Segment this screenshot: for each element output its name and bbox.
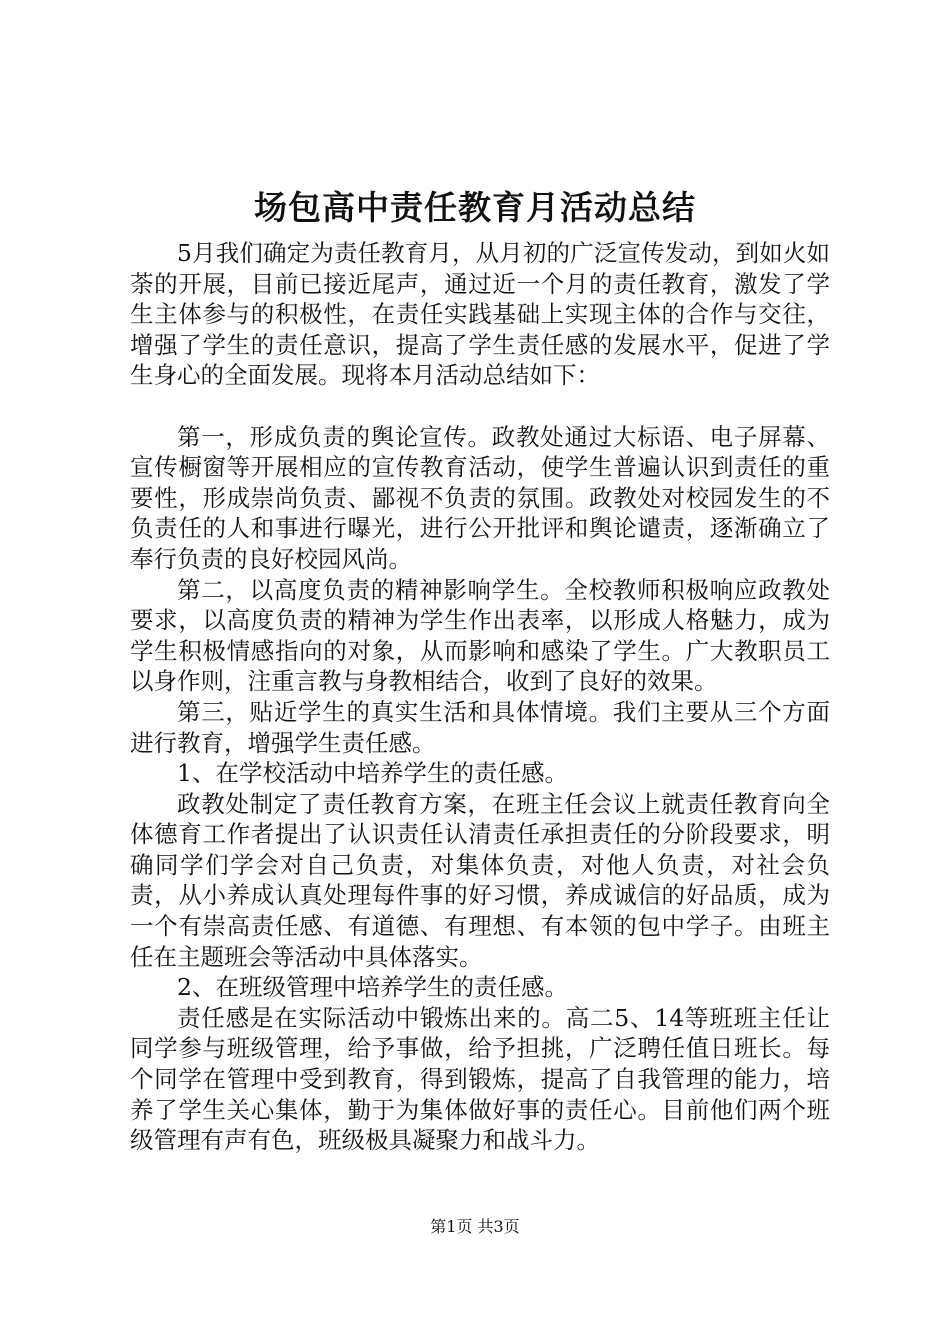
paragraph-first: 第一，形成负责的舆论宣传。政教处通过大标语、电子屏幕、宣传橱窗等开展相应的宣传教育活动，使学生普遍认识到责任的重要性，形成崇尚负责、鄙视不负责的氛围。政教处对校园发生的不负责任的人和事进行曝光，进行公开批评和舆论谴责，逐渐确立了奉行负责的良好校园风尚。 (130, 422, 830, 573)
paragraph-intro: 5月我们确定为责任教育月，从月初的广泛宣传发动，到如火如荼的开展，目前已接近尾声，通过近一个月的责任教育，激发了学生主体参与的积极性，在责任实践基础上实现主体的合作与交往，增强了学生的责任意识，提高了学生责任感的发展水平，促进了学生身心的全面发展。现将本月活动总结如下： (130, 239, 830, 390)
subheading-class-management: 2、在班级管理中培养学生的责任感。 (177, 973, 568, 1002)
document-body (130, 238, 830, 1156)
subheading-school-activities: 1、在学校活动中培养学生的责任感。 (177, 759, 568, 788)
paragraph-class-management: 责任感是在实际活动中锻炼出来的。高二5、14等班班主任让同学参与班级管理，给予事做，给予担挑，广泛聘任值日班长。每个同学在管理中受到教育，得到锻炼，提高了自我管理的能力，培养了学生关心集体，勤于为集体做好事的责任心。目前他们两个班级管理有声有色，班级极具凝聚力和战斗力。 (130, 1003, 830, 1155)
document-title: 场包高中责任教育月活动总结 (254, 188, 696, 227)
page-footer: 第1页 共3页 (430, 1217, 520, 1236)
paragraph-school-activities: 政教处制定了责任教育方案，在班主任会议上就责任教育向全体德育工作者提出了认识责任认清责任承担责任的分阶段要求，明确同学们学会对自己负责，对集体负责，对他人负责，对社会负责，从小养成认真处理每件事的好习惯，养成诚信的好品质，成为一个有崇高责任感、有道德、有理想、有本领的包中学子。由班主任在主题班会等活动中具体落实。 (130, 789, 830, 971)
paragraph-second: 第二，以高度负责的精神影响学生。全校教师积极响应政教处要求，以高度负责的精神为学生作出表率，以形成人格魅力，成为学生积极情感指向的对象，从而影响和感染了学生。广大教职员工以身作则，注重言教与身教相结合，收到了良好的效果。 (130, 575, 830, 696)
paragraph-third: 第三，贴近学生的真实生活和具体情境。我们主要从三个方面进行教育，增强学生责任感。 (130, 697, 830, 757)
